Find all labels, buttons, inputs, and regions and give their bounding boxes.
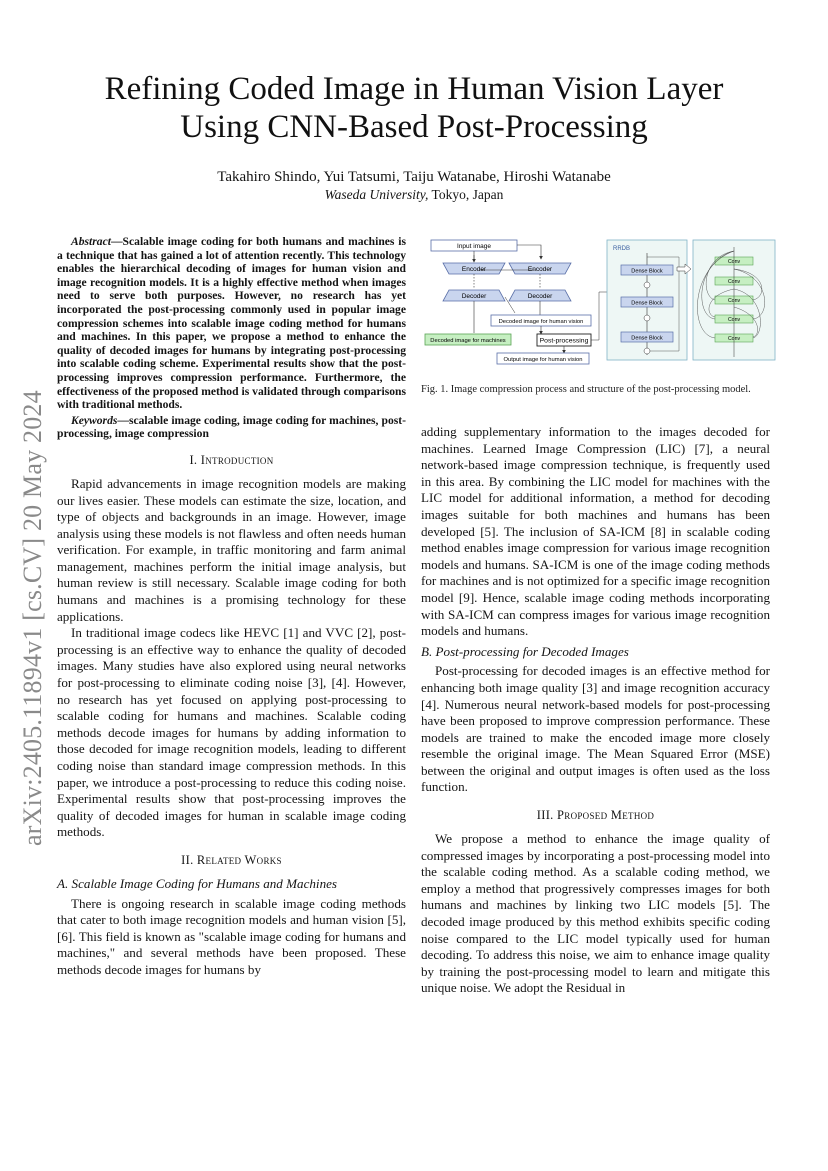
decoded-human-label: Decoded image for human vision	[498, 319, 584, 325]
figure-1-caption	[421, 383, 778, 396]
related-a-paragraph-2: adding supplementary information to the images decoded for machines. Learned Image Compression (LIC) [7], a neural network-based image compression technique, is frequently used in this area. By combining the LIC model for machines with the LIC model for additional information, a method for decoding images suitable for both machines and humans has been developed [5]. The inclusion of SA-ICM [8] in scalable coding method enables image compression for various image recognition models and humans. SA-ICM is one of the image coding methods for machines and is not optimized for a specific image recognition model [9]. Hence, scalable image coding methods incorporating with SA-ICM can compress images for various image recognition models and humans.	[421, 424, 770, 639]
post-processing-label: Post-processing	[539, 337, 589, 345]
left-column	[57, 235, 406, 979]
affiliation-location: Tokyo, Japan	[428, 187, 504, 202]
section-heading-proposed-method: III. Proposed Method	[536, 808, 655, 823]
related-b-paragraph-1: Post-processing for decoded images is an effective method for enhancing both image quality [3] and image recognition accuracy [4]. Numerous neural network-based models for post-processing have been proposed to improve compression performance. These models are trained to make the encoded image more closely resemble the original image. The Mean Squared Error (MSE) between the original and output images is often used as the loss function.	[421, 663, 770, 795]
affiliation-institution: Waseda University,	[324, 187, 429, 202]
affiliation	[60, 186, 768, 203]
keywords	[57, 414, 406, 441]
subsection-heading-b: B. Post-processing for Decoded Images	[421, 643, 629, 659]
dense-block-3-label: Dense Block	[631, 335, 663, 342]
abstract-label: Abstract	[71, 235, 111, 248]
conv-layer-3-label: Conv	[727, 298, 741, 305]
output-human-label: Output image for human vision	[503, 357, 583, 363]
conv-layer-2-label: Conv	[727, 279, 741, 286]
keywords-label: Keywords	[71, 413, 118, 427]
title-line-1: Refining Coded Image in Human Vision Layer	[104, 71, 724, 107]
decoded-machines-label: Decoded image for machines	[430, 338, 506, 344]
encoder-2-label: Encoder	[527, 266, 553, 273]
figure-caption-label: Fig. 1.	[421, 384, 449, 395]
conv-layer-1-label: Conv	[727, 259, 741, 266]
paper-title	[60, 70, 768, 146]
section-heading-introduction: I. Introduction	[189, 452, 274, 467]
title-line-2: Using CNN-Based Post-Processing	[180, 109, 648, 145]
subsection-heading-a: A. Scalable Image Coding for Humans and Machines	[57, 875, 338, 891]
right-column	[421, 424, 770, 997]
section-heading-related-works: II. Related Works	[181, 852, 282, 867]
input-image-label: Input image	[457, 243, 491, 250]
author-list: Takahiro Shindo, Yui Tatsumi, Taiju Watanabe, Hiroshi Watanabe	[217, 169, 611, 185]
conv-layer-5-label: Conv	[727, 336, 741, 343]
intro-paragraph-2: In traditional image codecs like HEVC [1] and VVC [2], post-processing is an effective way to enhance the quality of decoded images. Many studies have also explored using neural networks for post-processing to eliminate coding noise [3], [4]. However, no research has yet focused on applying post-processing to scalable coding for humans and machines. Scalable coding methods decode images for humans by adding information to those decoded for image recognition models, leading to different coding noise than standard image compression methods. In this paper, we introduce a post-processing to reduce this coding noise. Experimental results show that post-processing improves the quality of decoded images for human in scalable image coding methods.	[57, 625, 406, 840]
dense-block-2-label: Dense Block	[631, 300, 663, 307]
dense-block-1-label: Dense Block	[631, 268, 663, 275]
abstract-text: —Scalable image coding for both humans and machines is a technique that has gained a lot of attention recently. This technology enables the hierarchical decoding of images for human vision and image recognition models. It is a highly effective method when images need to serve both purposes. However, no research has yet incorporated the post-processing commonly used in popular image compression schemes into scalable image coding method for humans and machines. In this paper, we propose a method to enhance the quality of decoded images for humans by integrating post-processing into scalable coding scheme. Experimental results show that the post-processing improves compression performance. Furthermore, the effectiveness of the proposed method is validated through comparisons with traditional methods.	[57, 235, 406, 412]
arxiv-identifier: arXiv:2405.11894v1 [cs.CV] 20 May 2024	[18, 390, 47, 846]
abstract	[57, 235, 406, 412]
method-paragraph-1: We propose a method to enhance the image quality of compressed images by incorporating a post-processing model into the scalable coding method. As a scalable coding method, we employ a method that progressively compresses images for both humans and machines by linking two LIC models [5]. The decoded image produced by this method exhibits specific coding noise compared to the LIC model typically used for human decoding. To address this noise, we aim to enhance image quality by training the post-processing model to learn and mitigate this unique noise. We adopt the Residual in	[421, 831, 770, 996]
figure-1-diagram	[421, 237, 778, 369]
related-a-paragraph-1: There is ongoing research in scalable image coding methods that cater to both image recognition models and human vision [5], [6]. This field is known as "scalable image coding for humans and machines," and several methods have been proposed. These methods decode images for humans by	[57, 895, 406, 977]
figure-caption-text: Image compression process and structure of the post-processing model.	[448, 384, 751, 395]
encoder-1-label: Encoder	[461, 266, 487, 273]
keywords-text: —scalable image coding, image coding for machines, post-processing, image compression	[57, 413, 406, 441]
decoder-2-label: Decoder	[527, 293, 553, 300]
intro-paragraph-1: Rapid advancements in image recognition models are making our lives easier. These models can estimate the size, location, and type of objects and backgrounds in an image. However, image analysis using these models is not flawless and often needs human verification. For example, in traffic monitoring and farm animal management, machines perform the initial image analysis, but human review is still necessary. Scalable image coding for both humans and machines is a promising technology for these applications.	[57, 475, 406, 624]
conv-layer-4-label: Conv	[727, 317, 741, 324]
decoder-1-label: Decoder	[461, 293, 487, 300]
rrdb-label: RRDB	[613, 246, 631, 252]
